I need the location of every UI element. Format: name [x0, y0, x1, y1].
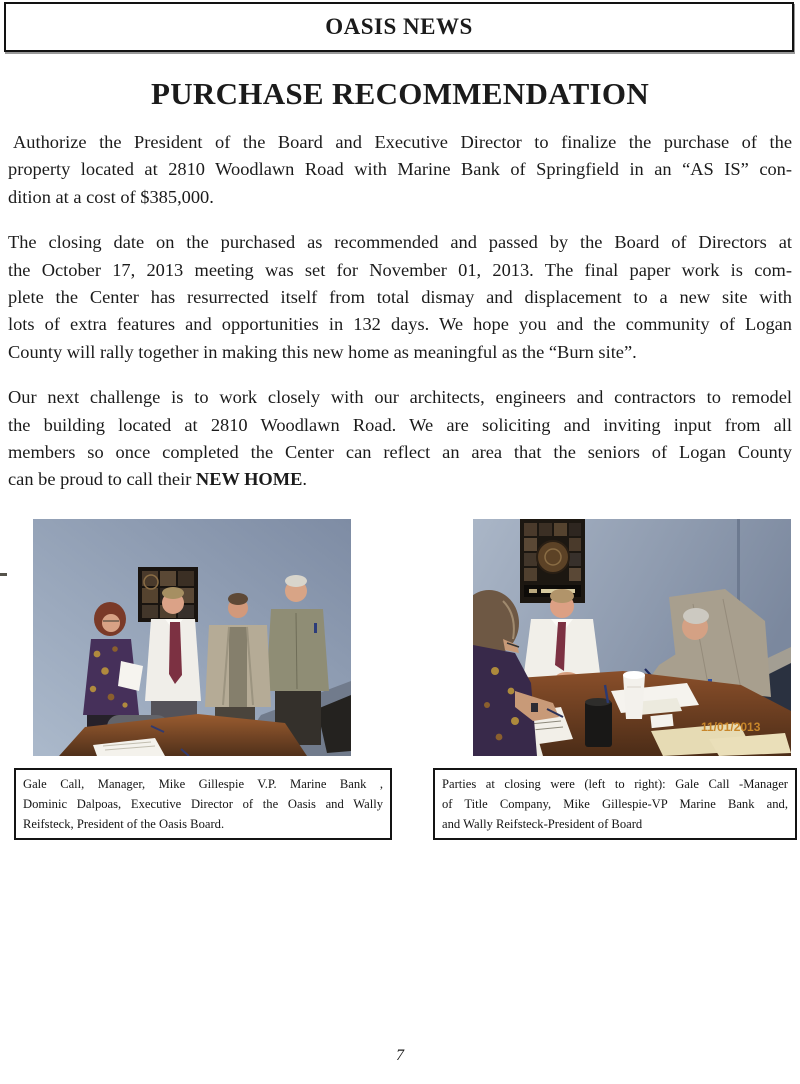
body-line — [8, 466, 792, 493]
caption-line: of Title Company, Mike Gillespie-VP Marine Bank and, — [442, 797, 788, 811]
body-line-text: . — [302, 469, 307, 490]
body-line: property located at 2810 Woodlawn Road with Marine Bank of Springfield in an “AS IS” con- — [8, 159, 792, 180]
caption-right — [433, 768, 797, 840]
caption-line: Gale Call, Manager, Mike Gillespie V.P. Marine Bank , — [23, 777, 383, 791]
caption-line: and Wally Reifsteck-President of Board — [442, 817, 643, 831]
paragraph-2 — [8, 229, 792, 366]
photo-left — [33, 519, 351, 756]
date-stamp: 11/01/2013 — [701, 720, 761, 734]
masthead-title: OASIS NEWS — [325, 14, 473, 39]
body-line: The closing date on the purchased as recommended and passed by the Board of Directors at — [8, 232, 792, 253]
body-line: Authorize the President of the Board and Executive Director to finalize the purchase of the — [13, 132, 792, 152]
article-body — [8, 129, 792, 512]
caption-line: Parties at closing were (left to right): Gale Call -Manager — [442, 777, 788, 791]
body-line-text: can be proud to call their — [8, 469, 196, 490]
caption-line: Reifsteck, President of the Oasis Board. — [23, 817, 225, 831]
page-number: 7 — [396, 1047, 404, 1064]
margin-scan-mark — [0, 573, 7, 576]
photo-right — [473, 519, 791, 756]
body-line: lots of extra features and opportunities in 132 days. We hope you and the community of Logan — [8, 314, 792, 335]
paragraph-3 — [8, 384, 792, 494]
body-line: the building located at 2810 Woodlawn Road. We are soliciting and inviting input from all — [8, 414, 792, 435]
article-title: PURCHASE RECOMMENDATION — [150, 76, 650, 111]
new-home-emphasis: NEW HOME — [195, 469, 303, 490]
masthead-box — [4, 2, 794, 52]
wall-art-icon — [520, 519, 585, 603]
body-line: dition at a cost of $385,000. — [8, 186, 214, 207]
body-line: plete the Center has resurrected itself from total dismay and displacement to a new site with — [8, 287, 792, 308]
caption-line: Dominic Dalpoas, Executive Director of the Oasis and Wally — [23, 797, 383, 811]
body-line: County will rally together in making this new home as meaningful as the “Burn site”. — [8, 341, 637, 362]
photo-left-illustration — [33, 519, 351, 756]
photo-right-illustration — [473, 519, 791, 756]
caption-left — [14, 768, 392, 840]
white-card — [650, 714, 673, 728]
body-line: members so once completed the Center can reflect an area that the seniors of Logan County — [8, 442, 792, 463]
paragraph-1 — [8, 129, 792, 211]
body-line: Our next challenge is to work closely with our architects, engineers and contractors to remodel — [8, 387, 792, 408]
body-line: the October 17, 2013 meeting was set for November 01, 2013. The final paper work is com- — [8, 259, 792, 280]
white-cup — [623, 671, 645, 719]
